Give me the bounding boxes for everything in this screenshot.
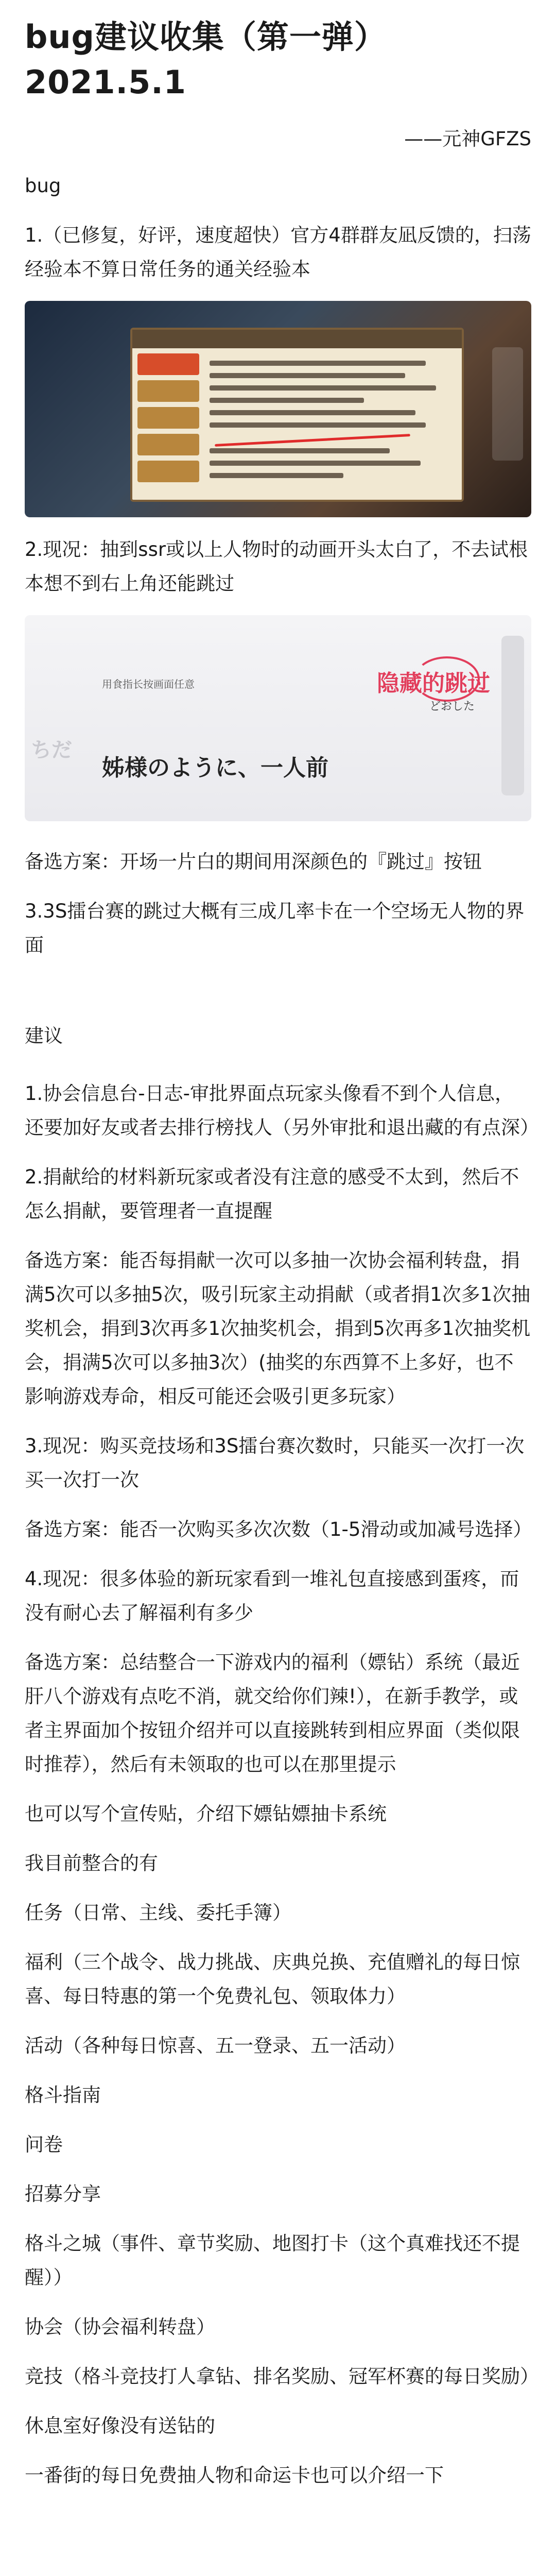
list-item: 招募分享 [25, 2183, 101, 2205]
bug-item-2: 2.现况：抽到ssr或以上人物时的动画开头太白了，不去试根本想不到右上角还能跳过 [25, 538, 528, 595]
suggestion-3: 3.现况：购买竞技场和3S擂台赛次数时，只能买一次打一次买一次打一次 [25, 1435, 525, 1491]
list-item: 福利（三个战令、战力挑战、庆典兑换、充值赠礼的每日惊喜、每日特惠的第一个免费礼包、领取体力） [25, 1951, 520, 2007]
author: ——元神GFZS [404, 128, 531, 150]
list-item: 问卷 [25, 2133, 63, 2156]
list-item: 竞技（格斗竞技打人拿钻、排名奖励、冠军杯赛的每日奖励） [25, 2365, 539, 2387]
screenshot-japanese-small: どおした [429, 700, 475, 713]
suggestion-1: 1.协会信息台-日志-审批界面点玩家头像看不到个人信息，还要加好友或者去排行榜找人（另外审批和退出藏的有点深） [25, 1082, 539, 1139]
title-line-2: 2021.5.1 [25, 63, 186, 101]
suggestion-3-alternative: 备选方案：能否一次购买多次次数（1-5滑动或加减号选择） [25, 1518, 532, 1540]
bug-item-1: 1.（已修复，好评，速度超快）官方4群群友凪反馈的，扫荡经验本不算日常任务的通关经验本 [25, 224, 531, 280]
suggestion-2: 2.捐献给的材料新玩家或者没有注意的感受不太到，然后不怎么捐献，要管理者一直提醒 [25, 1166, 519, 1222]
red-underline [215, 434, 410, 447]
screenshot-skip-animation [25, 615, 531, 821]
suggestion-heading: 建议 [25, 1025, 63, 1047]
list-item: 格斗指南 [25, 2084, 101, 2106]
screenshot-watermark: ちだ [31, 738, 72, 762]
screenshot-japanese-line: 姊様のように、一人前 [102, 755, 328, 781]
screenshot-game-ui [25, 301, 531, 517]
welfare-list-intro: 我目前整合的有 [25, 1852, 158, 1874]
list-item: 一番街的每日免费抽人物和命运卡也可以介绍一下 [25, 2464, 444, 2486]
hidden-skip-annotation: 隐藏的跳过 [377, 670, 490, 697]
bug-item-2-alternative: 备选方案：开场一片白的期间用深颜色的『跳过』按钮 [25, 851, 482, 873]
welfare-list [0, 1880, 556, 2493]
list-item: 任务（日常、主线、委托手簿） [25, 1902, 291, 1924]
list-item: 格斗之城（事件、章节奖励、地图打卡（这个真难找还不提醒）） [25, 2232, 520, 2289]
bug-item-3: 3.3S擂台赛的跳过大概有三成几率卡在一个空场无人物的界面 [25, 900, 525, 956]
suggestion-4: 4.现况：很多体验的新玩家看到一堆礼包直接感到蛋疼，而没有耐心去了解福利有多少 [25, 1568, 519, 1624]
screenshot-panel [130, 328, 464, 502]
suggestion-2-alternative: 备选方案：能否每捐献一次可以多抽一次协会福利转盘，捐满5次可以多抽5次，吸引玩家主动捐献（或者捐1次多1次抽奖机会，捐到3次再多1次抽奖机会，捐到5次再多1次抽奖机会，捐满5次可以多抽3次）(抽奖的东西算不上多好，也不影响游戏寿命，相反可能还会吸引更多玩家） [25, 1249, 531, 1408]
screenshot-small-text: 用食指长按画面任意 [102, 678, 195, 690]
list-item: 协会（协会福利转盘） [25, 2316, 215, 2338]
list-item: 休息室好像没有送钻的 [25, 2415, 215, 2437]
bug-heading: bug [25, 175, 61, 197]
suggestion-4-note: 也可以写个宣传贴，介绍下嫖钻嫖抽卡系统 [25, 1803, 387, 1825]
suggestion-4-alternative: 备选方案：总结整合一下游戏内的福利（嫖钻）系统（最近肝八个游戏有点吃不消，就交给你们辣!），在新手教学，或者主界面加个按钮介绍并可以直接跳转到相应界面（类似限时推荐），然后有未领取的也可以在那里提示 [25, 1651, 520, 1775]
list-item: 活动（各种每日惊喜、五一登录、五一活动） [25, 2035, 406, 2057]
page-title [25, 14, 531, 105]
title-line-1: bug建议收集（第一弹） [25, 18, 387, 56]
